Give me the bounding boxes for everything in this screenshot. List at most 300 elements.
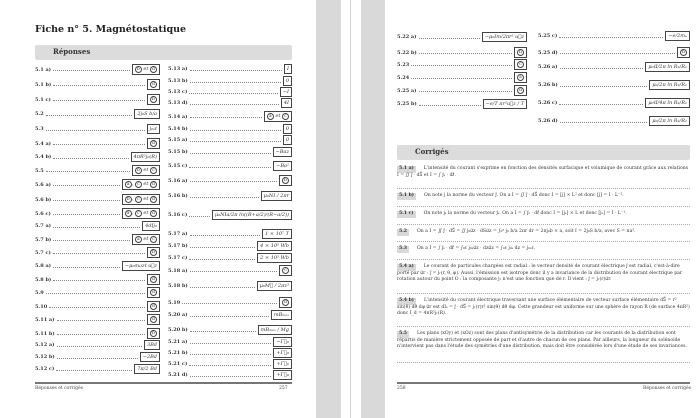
choice-circle-icon: c	[135, 196, 142, 203]
answer-box: μ₀NIa/2π ln((R+a/2)/(R−a/2))	[212, 210, 292, 220]
section-title: Réponses	[53, 47, 91, 56]
answer-label: 5.5	[35, 167, 44, 174]
leader-dots	[190, 102, 279, 105]
leader-dots	[53, 156, 128, 159]
choice-circle-icon: d	[150, 303, 157, 310]
answer-label: 5.15 c)	[168, 163, 188, 169]
answer-label: 5.11 b)	[35, 330, 55, 337]
answer-label: 5.22 a)	[397, 34, 417, 40]
right-page	[385, 0, 700, 418]
answer-label: 5.9	[35, 289, 44, 296]
answer-row	[168, 325, 292, 335]
leader-dots	[190, 245, 255, 248]
choice-circle-icon: c	[135, 210, 142, 217]
leader-dots	[53, 68, 130, 71]
answer-label: 5.7 c)	[35, 249, 51, 256]
answer-row	[35, 328, 160, 339]
answer-box	[147, 79, 160, 90]
leader-dots	[189, 214, 210, 217]
answer-label: 5.1 a)	[35, 66, 52, 73]
answer-label: 5.15 a)	[168, 137, 188, 143]
leader-dots	[190, 80, 281, 83]
answer-row	[35, 124, 160, 134]
answer-label: 5.14 b)	[168, 126, 188, 132]
answer-box: 0	[283, 135, 292, 145]
leader-dots	[53, 142, 145, 145]
answer-box: −2Bd	[140, 352, 160, 362]
answer-box: −e/T πr²u⃗z / T	[483, 99, 528, 109]
answer-label: 5.12 b)	[35, 354, 55, 360]
leader-dots	[53, 183, 120, 186]
leader-dots	[53, 238, 130, 241]
answer-box: −Ba²	[273, 161, 292, 171]
answer-row	[168, 98, 292, 108]
leader-dots	[46, 291, 145, 294]
answer-label: 5.26 a)	[538, 64, 558, 70]
answer-label: 5.24	[397, 74, 410, 81]
answer-row	[168, 281, 292, 291]
answer-box	[279, 297, 292, 308]
leader-dots	[411, 76, 512, 79]
answer-label: 5.6 b)	[35, 196, 52, 203]
leader-dots	[190, 233, 261, 236]
leader-dots	[46, 128, 145, 131]
section-title: Corrigés	[415, 147, 449, 156]
answer-row	[168, 348, 292, 358]
answer-row	[168, 64, 292, 74]
correction-label-badge: 5.3	[399, 246, 407, 251]
leader-dots	[189, 363, 271, 366]
answer-label: 5.21 d)	[168, 372, 188, 378]
answer-box: a et c	[132, 234, 160, 245]
answer-row	[168, 370, 292, 380]
choice-circle-icon: a	[125, 210, 132, 217]
leader-dots	[53, 251, 145, 254]
correction-separator	[397, 362, 690, 363]
answer-row	[397, 85, 527, 96]
answer-row	[35, 314, 160, 325]
answer-row	[168, 175, 292, 186]
answer-label: 5.13 d)	[168, 100, 188, 106]
leader-dots	[46, 113, 133, 116]
answer-box: μ₀NI / 2πr	[261, 191, 292, 201]
answer-label: 5.18 a)	[168, 267, 188, 274]
leader-dots	[190, 151, 271, 154]
choice-circle-icon: d	[150, 316, 157, 323]
answer-label: 5.22 b)	[397, 49, 417, 56]
choice-circle-icon: d	[150, 181, 157, 188]
answer-box: mBₘₐₓ	[271, 310, 292, 320]
choice-circle-icon: b	[150, 330, 157, 337]
answer-label: 5.7 a)	[35, 223, 52, 229]
answer-row	[168, 265, 292, 276]
answer-row	[35, 179, 160, 190]
answer-box: 0	[283, 76, 292, 86]
answer-row	[538, 98, 690, 108]
answer-label: 5.1 b)	[35, 81, 52, 88]
choice-circle-icon: b	[125, 196, 132, 203]
footer-label: Réponses et corrigés	[35, 386, 83, 391]
answer-label: 5.4 a)	[35, 140, 52, 147]
choice-circle-icon: c	[517, 61, 524, 68]
answer-label: 5.14 a)	[168, 113, 188, 120]
correction-entry	[397, 298, 690, 318]
answer-box: 1 × 10⁷ T	[262, 229, 292, 239]
answer-label: 5.18 b)	[168, 283, 188, 289]
answer-box: b , c et d	[122, 194, 160, 205]
left-page	[0, 0, 316, 418]
answer-box	[514, 72, 527, 83]
correction-label-badge: 5.4 a)	[399, 264, 414, 269]
answer-row	[35, 79, 160, 90]
correction-text: L'intensité du courant s'exprime en fonction des densités surfacique et volumique de courant grâce aux relations I = ∬ j⃗ · dS⃗ et I = ∫ j⃗ₛ · dℓ⃗.	[397, 166, 689, 178]
answer-label: 5.6 a)	[35, 181, 52, 188]
leader-dots	[189, 257, 255, 260]
leader-dots	[560, 84, 648, 87]
answer-box	[147, 94, 160, 105]
answer-row	[168, 191, 292, 201]
answer-row	[168, 337, 292, 347]
answer-row	[35, 301, 160, 312]
answer-label: 5.17 c)	[168, 255, 188, 261]
leader-dots	[57, 332, 145, 335]
answer-row	[35, 208, 160, 219]
answer-label: 5.3	[35, 126, 44, 132]
correction-entry	[397, 264, 690, 284]
leader-dots	[53, 98, 145, 101]
answer-row	[168, 359, 292, 369]
answer-row	[397, 99, 527, 109]
answer-box: a , c et d	[122, 179, 160, 190]
answer-row	[168, 87, 292, 97]
choice-circle-icon: a	[125, 181, 132, 188]
answer-label: 5.25 d)	[538, 49, 558, 56]
correction-label-badge: 5.5	[399, 331, 407, 336]
answer-box: 0	[283, 124, 292, 134]
answer-box: μ₀ℓI/2π ln R₂/R₁	[645, 62, 690, 72]
answer-row	[35, 194, 160, 205]
answer-box	[147, 247, 160, 258]
leader-dots	[190, 374, 272, 377]
answer-label: 5.21 c)	[168, 361, 188, 367]
answer-box: 2 × 10⁵ Wb	[257, 253, 292, 263]
answer-box: 4I	[281, 98, 292, 108]
choice-circle-icon: b	[680, 49, 687, 56]
answer-box	[147, 138, 160, 149]
answer-label: 5.25 b)	[397, 101, 417, 107]
answer-row	[168, 310, 292, 320]
correction-entry	[397, 229, 690, 236]
choice-circle-icon: c	[282, 113, 289, 120]
answer-label: 5.13 b)	[168, 78, 188, 84]
answer-box: μ₀M⃗ / 2πz³	[257, 281, 292, 291]
correction-label-badge: 5.4 b)	[399, 298, 414, 303]
correction-label-badge: 5.1 b)	[399, 193, 414, 198]
correction-text: On note jₛ la norme du vecteur j⃗ₛ. On a I = ∫ j⃗ₛ · dℓ⃗ donc I = [jₛ] × L et donc [jₛ] = I · L⁻¹.	[423, 211, 627, 216]
page-divider	[350, 0, 351, 418]
answer-row	[538, 31, 690, 41]
correction-separator	[397, 326, 690, 327]
answer-row	[35, 152, 160, 162]
correction-separator	[397, 241, 690, 242]
choice-circle-icon: a	[517, 74, 524, 81]
page-gutter	[361, 0, 385, 418]
correction-entry	[397, 166, 690, 179]
correction-separator	[397, 206, 690, 207]
answer-box: I	[284, 64, 292, 74]
choice-circle-icon: d	[150, 196, 157, 203]
answer-label: 5.17 b)	[168, 243, 188, 249]
answer-label: 5.25 a)	[397, 87, 417, 94]
answer-box: 7π/2 Bd	[134, 364, 160, 374]
leader-dots	[560, 51, 675, 54]
leader-dots	[190, 139, 281, 142]
answer-row	[35, 138, 160, 149]
answer-box: a et c	[264, 111, 292, 122]
answer-box: a , c et d	[122, 208, 160, 219]
answer-box	[147, 301, 160, 312]
correction-label-badge: 5.1 c)	[399, 211, 414, 216]
answer-label: 5.8 a)	[35, 263, 52, 269]
leader-dots	[560, 120, 648, 123]
answer-label: 5.20 b)	[168, 327, 188, 333]
choice-circle-icon: a	[135, 236, 142, 243]
correction-text: Le courant de particules chargées est radial : le vecteur densité de courant électrique j⃗ est radial, c'est-à-dire porté par u⃗r : j⃗ = jᵣ(r, θ, φ). Aussi, l'émission est isotrope donc il y a invariance de la distribution de courant électrique par rotation autour du point O : la composante jᵣ n'est une fonction que de r. Il vient : j⃗ = jᵣ(r)u⃗r.	[397, 264, 683, 282]
answer-row	[168, 147, 292, 157]
leader-dots	[53, 83, 145, 86]
answer-label: 5.16 b)	[168, 193, 188, 199]
leader-dots	[419, 89, 512, 92]
answer-row	[35, 274, 160, 285]
answer-row	[35, 247, 160, 258]
leader-dots	[419, 103, 481, 106]
answer-box: +Γ⃗₀	[273, 348, 292, 358]
answer-label: 5.11 a)	[35, 316, 55, 323]
answer-box: −Γ⃗₀	[273, 337, 292, 347]
answer-box	[279, 265, 292, 276]
answer-box	[514, 47, 527, 58]
answer-label: 5.7 b)	[35, 236, 52, 243]
correction-entry	[397, 211, 690, 218]
leader-dots	[559, 35, 663, 38]
leader-dots	[190, 179, 277, 182]
answer-label: 5.26 b)	[538, 82, 558, 88]
answer-label: 5.12 a)	[35, 342, 55, 348]
choice-circle-icon: d	[150, 81, 157, 88]
answer-label: 5.10	[35, 303, 48, 310]
leader-dots	[190, 128, 281, 131]
leader-dots	[182, 301, 277, 304]
answer-box	[677, 47, 690, 58]
leader-dots	[53, 265, 120, 268]
answer-label: 5.25 c)	[538, 33, 558, 39]
answer-label: 5.21 a)	[168, 339, 188, 345]
choice-circle-icon: b	[135, 167, 142, 174]
answer-row	[168, 76, 292, 86]
answer-label: 5.16 c)	[168, 212, 188, 218]
answer-row	[538, 62, 690, 72]
choice-circle-icon: d	[150, 140, 157, 147]
answer-row	[35, 234, 160, 245]
answer-label: 5.4 b)	[35, 154, 52, 160]
answer-row	[397, 72, 527, 83]
leader-dots	[190, 285, 255, 288]
answer-box: −μ₀Im/2πr² u⃗z	[482, 32, 527, 42]
choice-circle-icon: a	[267, 113, 274, 120]
choice-circle-icon: d	[150, 210, 157, 217]
choice-circle-icon: b	[150, 96, 157, 103]
leader-dots	[190, 314, 269, 317]
page-gutter	[316, 0, 341, 418]
answer-row	[168, 135, 292, 145]
leader-dots	[189, 165, 271, 168]
answer-row	[397, 59, 527, 70]
answer-label: 5.13 c)	[168, 89, 188, 95]
choice-circle-icon: d	[517, 87, 524, 94]
answer-box	[279, 175, 292, 186]
answer-row	[168, 253, 292, 263]
answer-label: 5.26 d)	[538, 118, 558, 124]
answer-label: 5.20 a)	[168, 312, 188, 318]
leader-dots	[53, 212, 120, 215]
answer-row	[168, 161, 292, 171]
answer-row	[35, 352, 160, 362]
answer-row	[168, 297, 292, 308]
answer-box	[147, 287, 160, 298]
answer-label: 5.21 b)	[168, 350, 188, 356]
answer-box	[147, 314, 160, 325]
answer-label: 5.17 a)	[168, 231, 188, 237]
answer-row	[397, 47, 527, 58]
answer-label: 5.19	[168, 299, 181, 306]
answer-box: −μ₀σωzℓ u⃗z	[122, 261, 160, 271]
correction-entry	[397, 331, 690, 351]
answer-row	[35, 364, 160, 374]
answer-box: −Baz	[273, 147, 292, 157]
answer-box: 2j₀S b/a	[134, 109, 160, 119]
answer-row	[168, 111, 292, 122]
correction-text: On a I = ∬ j⃗ · dS⃗ = ∬ j₀u⃗z · dSu⃗z = ∫₀ᵃ j₀ b/a 2πr dr = 2πj₀b × a, soit I = 2j₀S b/a, avec S = πa².	[417, 229, 636, 234]
correction-text: On a I = ∫ j⃗ₛ · dℓ⃗ = ∫₀ℓ j₀ₛu⃗z · dzu⃗z = ∫₀ℓ j₀ₛ dz = j₀ₛℓ.	[417, 246, 536, 251]
answer-box: 3Bd	[144, 340, 160, 350]
answer-label: 5.15 b)	[168, 149, 188, 155]
leader-dots	[190, 195, 259, 198]
answer-box: −e/2mₑ	[665, 31, 690, 41]
answer-box: j₀ₛℓ	[147, 124, 160, 134]
answer-box: 4dIj₀	[142, 221, 160, 231]
choice-circle-icon: b	[517, 49, 524, 56]
correction-separator	[397, 259, 690, 260]
answer-box: +Γ⃗₀	[273, 359, 292, 369]
correction-separator	[397, 224, 690, 225]
answer-box: b et c	[132, 165, 160, 176]
answer-row	[35, 340, 160, 350]
choice-circle-icon: b	[282, 177, 289, 184]
correction-text: Les plans (xOy) et (xOz) sont des plans d'antisymétrie de la distribution car les courants de la distribution sont répartis de manière strictement opposée de part et d'autre de chacun de ces plans. Par ailleurs, la longueur du solénoïde n'intervient pas dans l'étude des symétries d'une distribution, mais doit être considérée lors d'une étude de ses invariances.	[397, 331, 687, 349]
page-number: 258	[397, 386, 406, 391]
answer-box: mBₘₐₓ / Mg	[258, 325, 292, 335]
answer-label: 5.2	[35, 111, 44, 117]
answer-row	[538, 47, 690, 58]
leader-dots	[190, 115, 262, 118]
choice-circle-icon: c	[282, 267, 289, 274]
answer-label: 5.12 c)	[35, 366, 55, 372]
answer-row	[35, 94, 160, 105]
answer-box: μ₀ℓI/4π ln R₂/R₁	[645, 98, 690, 108]
answer-row	[35, 64, 160, 75]
leader-dots	[46, 169, 130, 172]
choice-circle-icon: b	[150, 249, 157, 256]
correction-label-badge: 5.2	[399, 229, 407, 234]
choice-circle-icon: d	[150, 276, 157, 283]
answer-row	[538, 116, 690, 126]
leader-dots	[419, 36, 480, 39]
leader-dots	[56, 368, 132, 371]
choice-circle-icon: d	[282, 299, 289, 306]
answer-box: b et d	[132, 64, 160, 75]
correction-text: On note j la norme du vecteur j⃗. On a I = ∬ j⃗ · dS⃗ donc I = [j] × L² et donc [j] = I · L⁻².	[423, 193, 624, 198]
answer-row	[168, 229, 292, 239]
answer-box	[514, 59, 527, 70]
leader-dots	[53, 198, 119, 201]
answer-row	[35, 261, 160, 271]
answer-row	[538, 80, 690, 90]
answer-label: 5.16 a)	[168, 177, 188, 184]
choice-circle-icon: b	[135, 66, 142, 73]
leader-dots	[190, 68, 282, 71]
answer-box	[147, 274, 160, 285]
leader-dots	[53, 278, 145, 281]
choice-circle-icon: c	[135, 181, 142, 188]
answer-label: 5.23	[397, 61, 410, 68]
chapter-title: Fiche n° 5. Magnétostatique	[35, 24, 187, 35]
leader-dots	[560, 66, 644, 69]
corriges-section-header	[397, 145, 690, 160]
choice-circle-icon: d	[150, 66, 157, 73]
answer-label: 5.6 c)	[35, 210, 51, 217]
leader-dots	[559, 102, 643, 105]
answer-row	[397, 32, 527, 42]
leader-dots	[190, 352, 272, 355]
answer-row	[35, 109, 160, 119]
footer-rule	[35, 382, 292, 384]
leader-dots	[57, 344, 142, 347]
correction-separator	[397, 188, 690, 189]
answer-row	[168, 210, 292, 220]
leader-dots	[419, 51, 512, 54]
answer-row	[35, 221, 160, 231]
answer-row	[168, 241, 292, 251]
correction-label-badge: 5.1 a)	[399, 166, 414, 171]
leader-dots	[189, 91, 277, 94]
choice-circle-icon: d	[150, 289, 157, 296]
correction-text: L'intensité du courant électrique traversant une surface élémentaire de vecteur surface élémentaire dS⃗ = r² sin(θ) dθ dφ u⃗r est dIₛ = j⃗ · dS⃗ = jᵣ(r)r² sin(θ) dθ dφ. Cette grandeur est uniforme sur une sphère de rayon R (de surface 4πR²) donc I_d = 4πR²jᵣ(R).	[397, 298, 690, 316]
leader-dots	[57, 318, 145, 321]
answer-row	[168, 124, 292, 134]
reponses-section-header	[35, 45, 292, 60]
answer-box	[147, 328, 160, 339]
answer-box: μ₀/2π ln R₂/R₁	[649, 80, 690, 90]
answer-label: 5.26 c)	[538, 100, 558, 106]
leader-dots	[190, 341, 272, 344]
page-number: 257	[279, 386, 288, 391]
answer-row	[35, 165, 160, 176]
answer-box	[514, 85, 527, 96]
answer-box: μ₀/2π ln R₂/R₁	[649, 116, 690, 126]
leader-dots	[411, 63, 512, 66]
correction-separator	[397, 293, 690, 294]
leader-dots	[190, 329, 256, 332]
